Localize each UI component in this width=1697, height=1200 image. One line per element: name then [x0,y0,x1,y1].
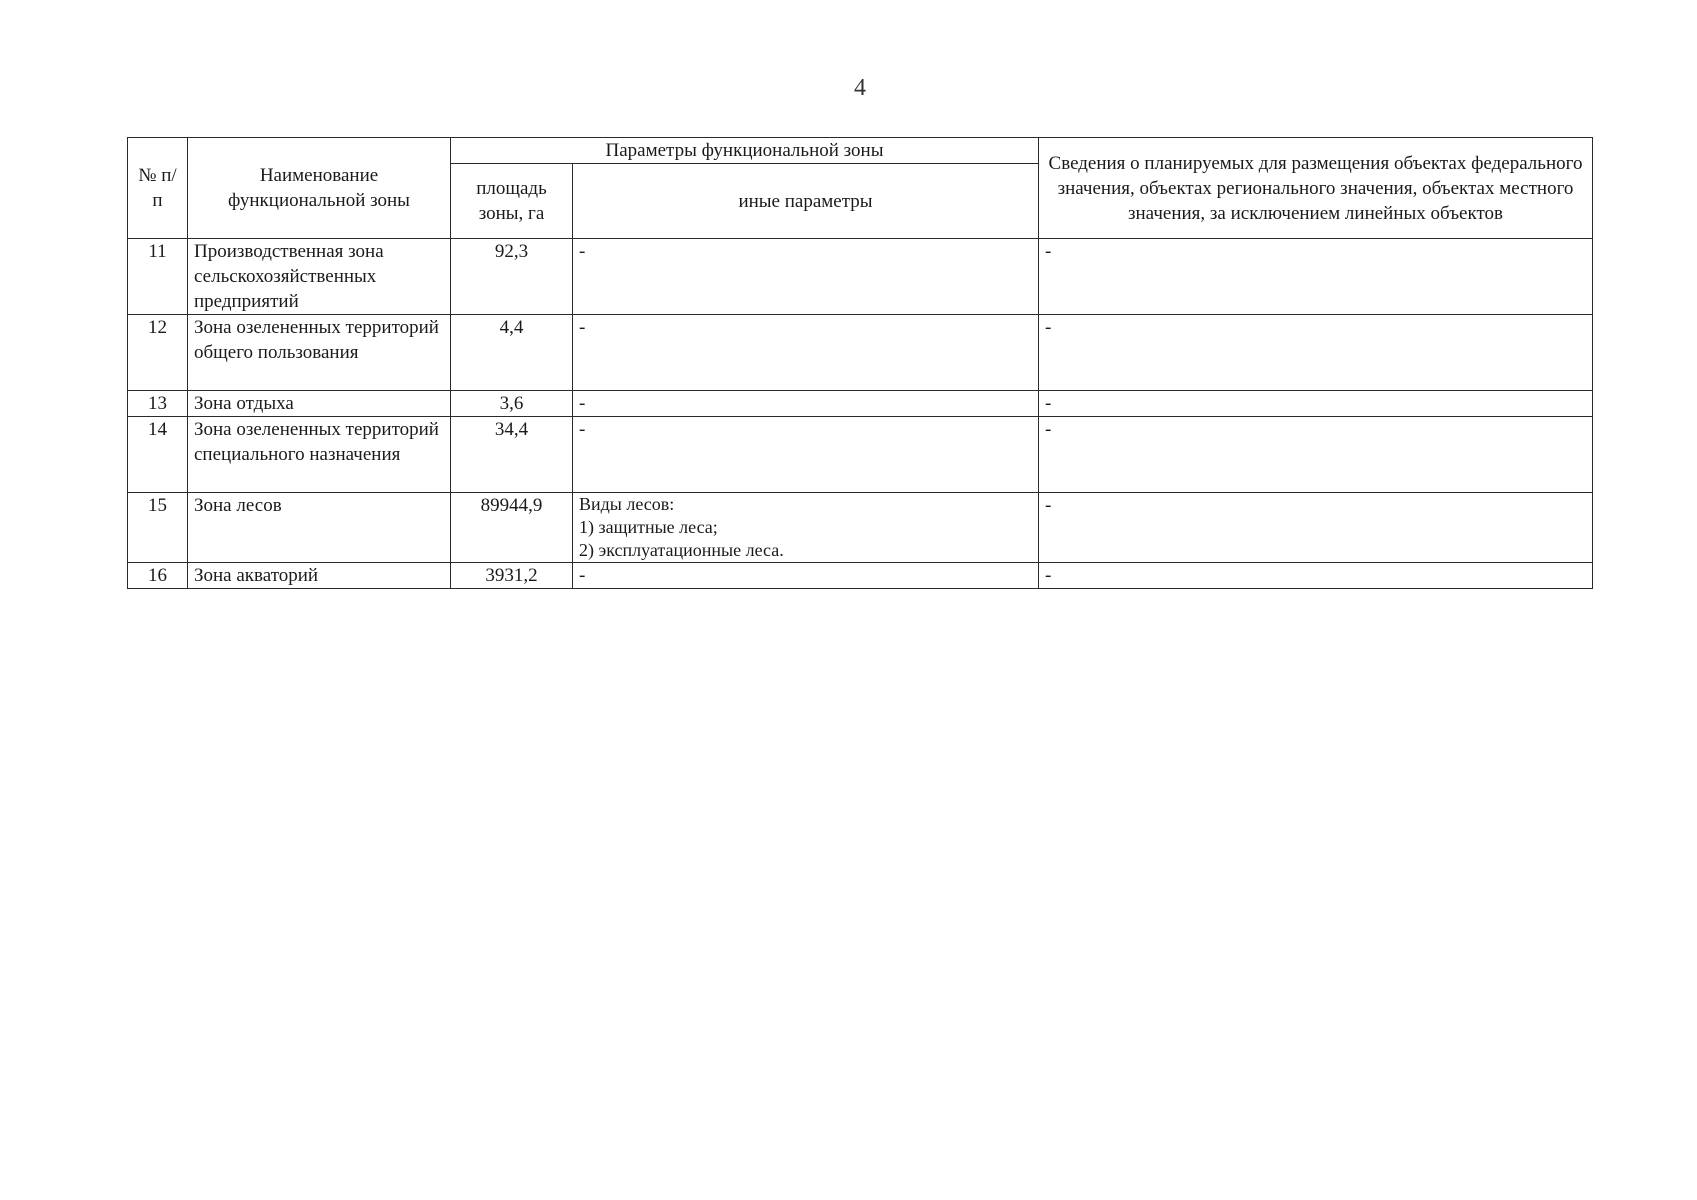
other-parameters: - [573,315,1039,391]
zone-name: Зона озелененных территорий общего пользования [188,315,451,391]
zone-area: 34,4 [451,417,573,493]
table-row [128,239,1593,315]
zone-area: 92,3 [451,239,573,315]
forest-type-item: 2) эксплуатационные леса. [579,540,784,560]
table-row [128,493,1593,563]
table-row [128,315,1593,391]
other-parameters: - [573,391,1039,417]
zone-area: 3,6 [451,391,573,417]
table-row [128,563,1593,589]
header-other-parameters: иные параметры [573,164,1039,239]
planned-objects: - [1039,239,1593,315]
forest-types-title: Виды лесов: [579,494,675,514]
table-row [128,391,1593,417]
planned-objects: - [1039,417,1593,493]
table-body [128,239,1593,589]
planned-objects: - [1039,315,1593,391]
page-number: 4 [854,75,866,101]
row-number: 13 [128,391,188,417]
zone-area: 89944,9 [451,493,573,563]
zone-name: Зона отдыха [188,391,451,417]
forest-type-item: 1) защитные леса; [579,517,718,537]
header-zone-parameters: Параметры функциональной зоны [451,138,1039,164]
planned-objects: - [1039,563,1593,589]
zone-name: Зона озелененных территорий специального назначения [188,417,451,493]
header-zone-name: Наименование функциональной зоны [188,138,451,239]
row-number: 15 [128,493,188,563]
other-parameters [573,493,1039,563]
other-parameters: - [573,417,1039,493]
header-area: площадь зоны, га [451,164,573,239]
row-number: 11 [128,239,188,315]
zone-name: Зона лесов [188,493,451,563]
functional-zones-table [127,137,1593,589]
other-parameters: - [573,239,1039,315]
row-number: 14 [128,417,188,493]
planned-objects: - [1039,391,1593,417]
row-number: 12 [128,315,188,391]
zone-area: 4,4 [451,315,573,391]
header-number: № п/п [128,138,188,239]
row-number: 16 [128,563,188,589]
zone-name: Производственная зона сельскохозяйственных предприятий [188,239,451,315]
planned-objects: - [1039,493,1593,563]
zone-area: 3931,2 [451,563,573,589]
zone-name: Зона акваторий [188,563,451,589]
table-header [128,138,1593,239]
other-parameters: - [573,563,1039,589]
header-planned-objects: Сведения о планируемых для размещения объектах федерального значения, объектах регионального значения, объектах местного значения, за исключением линейных объектов [1039,138,1593,239]
table-row [128,417,1593,493]
